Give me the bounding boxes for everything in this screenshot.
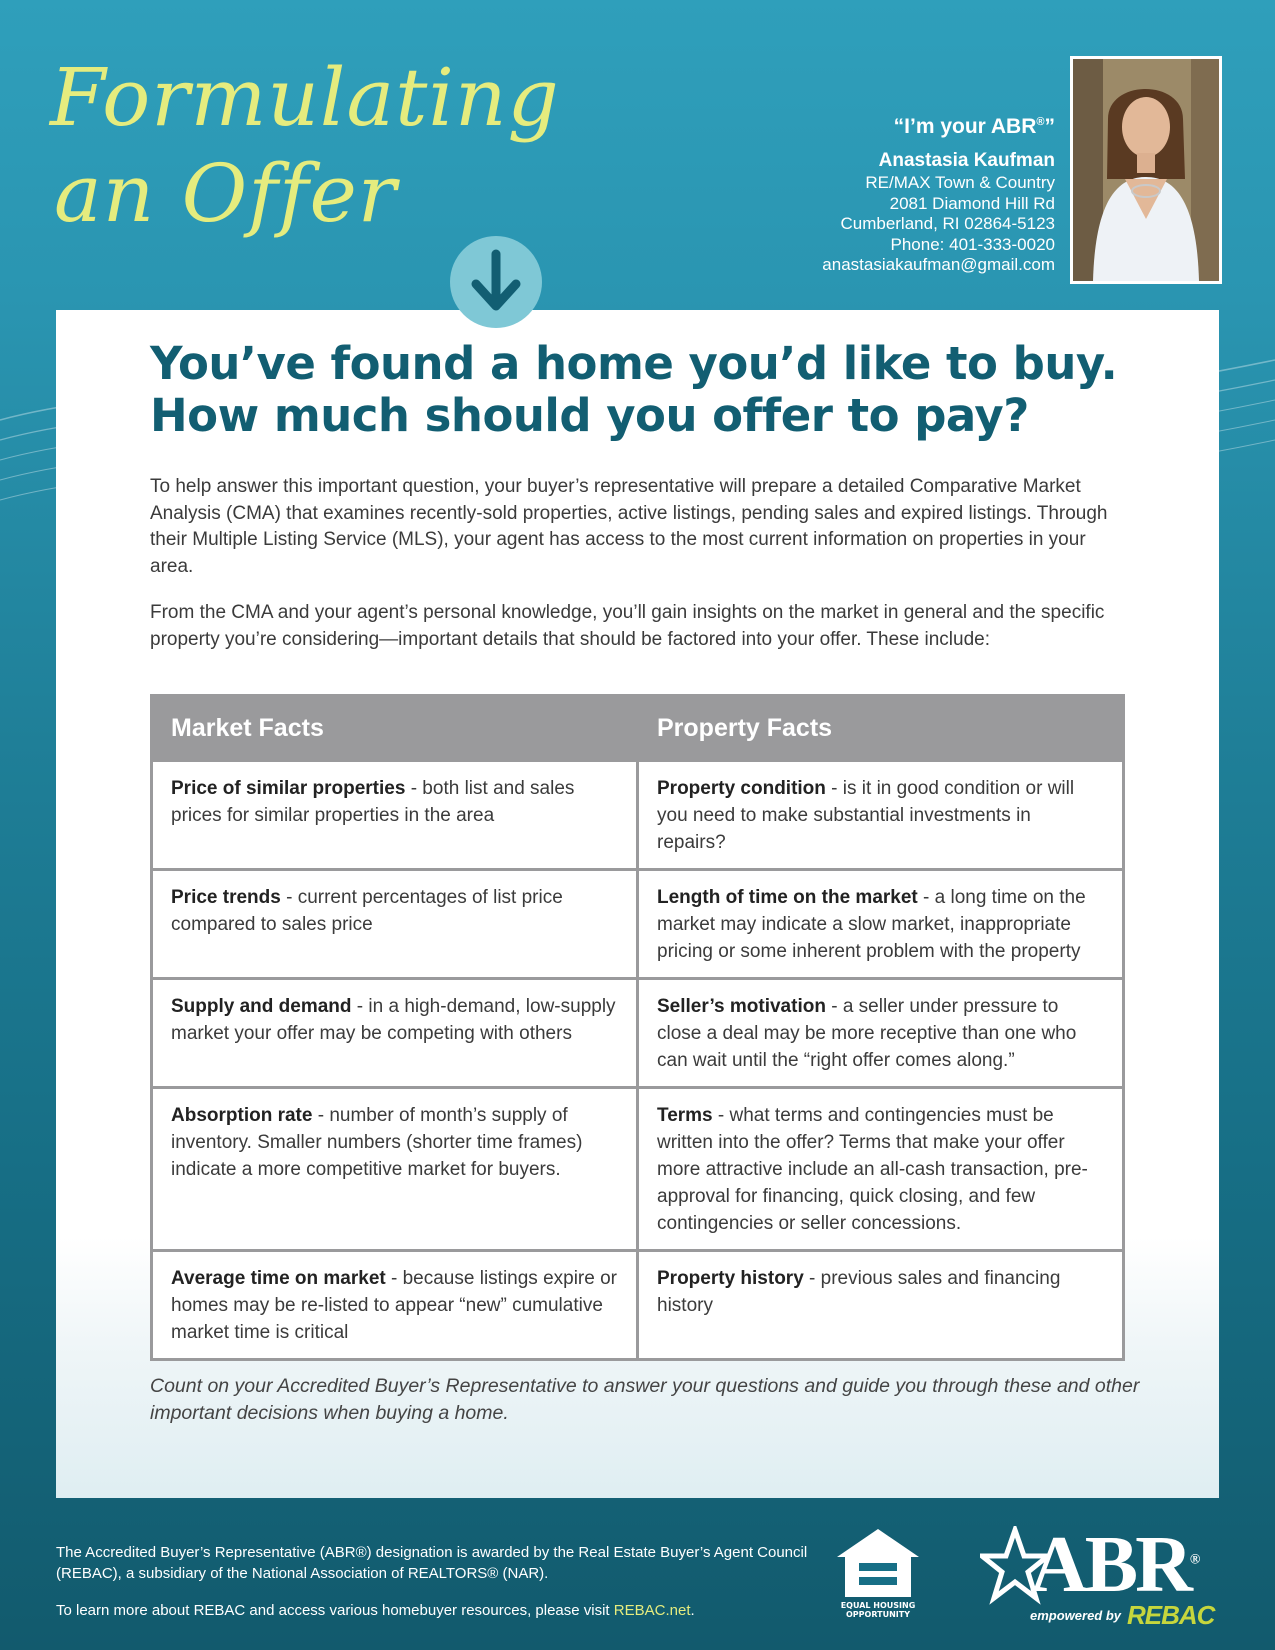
intro-paragraph: To help answer this important question, your buyer’s representative will prepare a detailed Comparative Market Analysis (CMA) that examines recently-sold properties, active listings, pending sales and expired listings. Through their Multiple Listing Service (MLS), your agent has access to the most current information on properties in your area. bbox=[150, 476, 1108, 577]
agent-company: RE/MAX Town & Country bbox=[865, 173, 1055, 192]
rebac-logo: REBAC bbox=[1127, 1600, 1215, 1630]
table-row bbox=[152, 761, 1124, 870]
agent-name: Anastasia Kaufman bbox=[878, 150, 1055, 171]
column-header-market: Market Facts bbox=[152, 696, 638, 761]
property-fact-cell: Terms - what terms and contingencies must be written into the offer? Terms that make your offer more attractive include an all-cash transaction, pre-approval for financing, quick closing, and few contingencies or seller concessions. bbox=[638, 1088, 1124, 1251]
agent-street: 2081 Diamond Hill Rd bbox=[889, 193, 1055, 213]
market-fact-cell: Average time on market - because listings expire or homes may be re-listed to appear “new” cumulative market time is critical bbox=[152, 1251, 638, 1360]
title-line-1: Formulating bbox=[50, 51, 560, 144]
agent-contact-block bbox=[655, 115, 1055, 276]
column-header-property: Property Facts bbox=[638, 696, 1124, 761]
table-row bbox=[152, 870, 1124, 979]
property-fact-cell: Property history - previous sales and financing history bbox=[638, 1251, 1124, 1360]
facts-table bbox=[150, 694, 1125, 1361]
equal-housing-caption: EQUAL HOUSING OPPORTUNITY bbox=[840, 1601, 916, 1619]
empowered-by-label: empowered by bbox=[1030, 1608, 1122, 1623]
closing-statement: Count on your Accredited Buyer’s Representative to answer your questions and guide you through these and other important decisions when buying a home. bbox=[150, 1375, 1140, 1424]
market-fact-cell: Price of similar properties - both list and sales prices for similar properties in the area bbox=[152, 761, 638, 870]
property-fact-cell: Property condition - is it in good condition or will you need to make substantial investments in repairs? bbox=[638, 761, 1124, 870]
footer-learn-more: To learn more about REBAC and access various homebuyer resources, please visit REBAC.net. bbox=[56, 1602, 695, 1619]
table-row bbox=[152, 979, 1124, 1088]
agent-city: Cumberland, RI 02864-5123 bbox=[840, 214, 1055, 233]
agent-photo bbox=[1070, 56, 1222, 284]
page-title bbox=[50, 50, 570, 242]
table-row bbox=[152, 1251, 1124, 1360]
title-line-2: an Offer bbox=[54, 147, 398, 240]
rebac-link[interactable]: REBAC.net bbox=[613, 1602, 691, 1619]
abr-logo bbox=[980, 1520, 1220, 1630]
market-fact-cell: Supply and demand - in a high-demand, low-supply market your offer may be competing with others bbox=[152, 979, 638, 1088]
intro-paragraph-2: From the CMA and your agent’s personal knowledge, you’ll gain insights on the market in general and the specific property you’re considering—important details that should be factored into your offer. These include: bbox=[150, 602, 1105, 650]
abr-wordmark: ABR® bbox=[1030, 1521, 1201, 1609]
market-fact-cell: Price trends - current percentages of list price compared to sales price bbox=[152, 870, 638, 979]
property-fact-cell: Seller’s motivation - a seller under pressure to close a deal may be more receptive than one who can wait until the “right offer comes along.” bbox=[638, 979, 1124, 1088]
agent-tagline: “I’m your ABR®” bbox=[893, 115, 1055, 138]
equal-housing-icon bbox=[833, 1525, 923, 1601]
agent-email[interactable]: anastasiakaufman@gmail.com bbox=[822, 255, 1055, 274]
equal-housing-logo bbox=[833, 1525, 923, 1625]
market-fact-cell: Absorption rate - number of month’s supply of inventory. Smaller numbers (shorter time frames) indicate a more competitive market for buyers. bbox=[152, 1088, 638, 1251]
property-fact-cell: Length of time on the market - a long time on the market may indicate a slow market, inappropriate pricing or some inherent problem with the property bbox=[638, 870, 1124, 979]
arrow-down-icon bbox=[450, 236, 542, 328]
footer-disclaimer: The Accredited Buyer’s Representative (ABR®) designation is awarded by the Real Estate Buyer’s Agent Council (REBAC), a subsidiary of the National Association of REALTORS® (NAR). bbox=[56, 1544, 808, 1582]
headline bbox=[150, 338, 1150, 442]
agent-phone: Phone: 401-333-0020 bbox=[890, 234, 1055, 254]
table-row bbox=[152, 1088, 1124, 1251]
table-header-row bbox=[152, 696, 1124, 761]
headline-line-2: How much should you offer to pay? bbox=[150, 389, 1029, 442]
headline-line-1: You’ve found a home you’d like to buy. bbox=[150, 337, 1118, 390]
